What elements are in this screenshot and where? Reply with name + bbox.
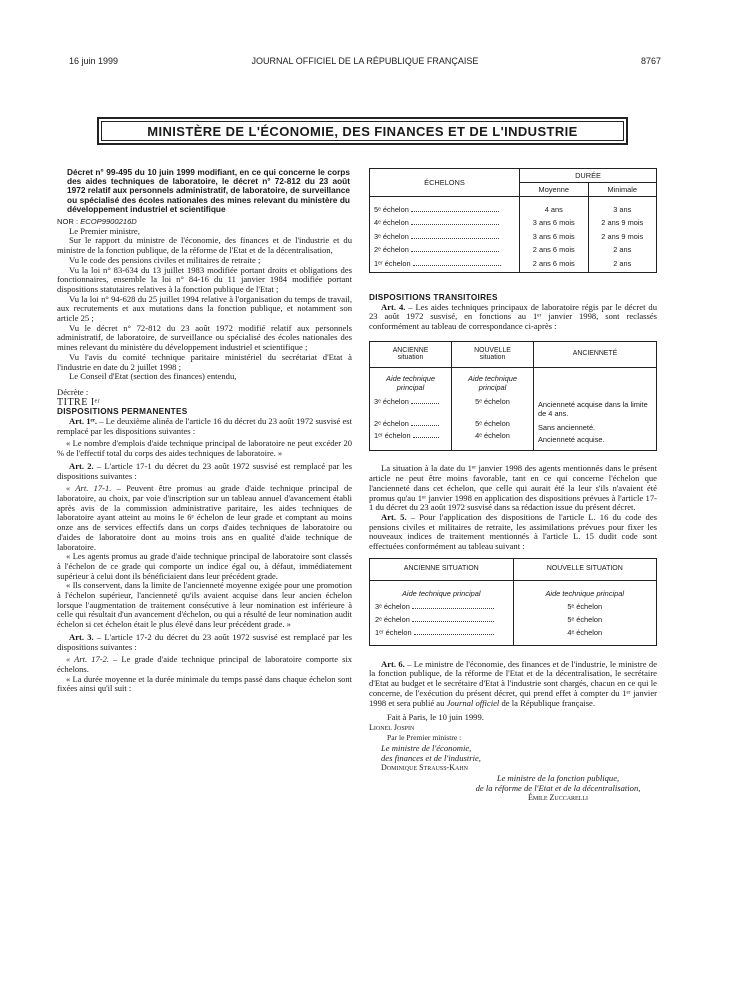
right-column bbox=[369, 168, 657, 803]
decret-title: Décret n° 99-495 du 10 juin 1999 modifiant, en ce qui concerne le corps des aides techniques de laboratoire, le décret n° 72-812 du 23 août 1972 relatif aux personnels administratif, de laboratoire, de surveillance ou spécialisé des écoles nationales des mines relevant du ministère du développement industriel et scientifique bbox=[67, 167, 350, 214]
article-6-text: – Le ministre de l'économie, des finances et de l'industrie, le ministre de la fonction publique, de la réforme de l'Etat et de la décentralisation, le secrétaire d'Etat au budget et le secrétaire d'Etat à l'industrie sont chargés, chacun en ce qui le concerne, de l'exécution du présent décret, qui prend effet à compter du 1ᵉʳ janvier 1998 et sera publié au bbox=[369, 658, 658, 708]
fait-a-paris: Fait à Paris, le 10 juin 1999. bbox=[387, 712, 484, 723]
article-6-label: Art. 6. bbox=[381, 658, 405, 669]
article-2-label: Art. 2. bbox=[69, 460, 94, 471]
article-1-text: – Le deuxième alinéa de l'article 16 du décret du 23 août 1972 susvisé est remplacé par les dispositions suivantes : bbox=[57, 416, 352, 436]
table-header-anciennete: ANCIENNETÉ bbox=[534, 341, 657, 367]
table-header-duree: DURÉE bbox=[520, 169, 657, 183]
section-dispositions-transitoires: DISPOSITIONS TRANSITOIRES bbox=[369, 293, 498, 303]
ministry-banner bbox=[97, 117, 628, 145]
echelon-item: 4ᵉ échelon bbox=[374, 216, 515, 229]
article-17-1-label: « Art. 17-1. bbox=[66, 483, 112, 494]
article-2-text: – L'article 17-1 du décret du 23 août 1972 susvisé est remplacé par les dispositions suivantes : bbox=[57, 460, 353, 481]
article-5-text: – Pour l'application des dispositions de l'article L. 16 du code des pensions civiles et militaires de retraite, les assimilations prévues pour fixer les nouveaux indices de traitement mentionnés à l'article L. 15 dudit code sont effectuées conformément au tableau suivant : bbox=[369, 511, 658, 552]
header-journal-title: JOURNAL OFFICIEL DE LA RÉPUBLIQUE FRANÇAISE bbox=[251, 56, 479, 66]
journal-officiel-ref: Journal officiel bbox=[446, 697, 500, 708]
moyenne-cell: 4 ans 3 ans 6 mois 3 ans 6 mois 2 ans 6 mois 2 ans 6 mois bbox=[520, 197, 589, 273]
table-header-moyenne: Moyenne bbox=[520, 183, 589, 197]
article-1 bbox=[57, 417, 352, 436]
table-header-minimale: Minimale bbox=[588, 183, 657, 197]
signer-economie: Dominique Strauss-Kahn bbox=[381, 762, 469, 772]
list-item: 1ᵉʳ échelon bbox=[374, 430, 447, 442]
article-17-1-text: – Peuvent être promus au grade d'aide technique principal de laboratoire, au choix, par voie d'inscription sur un tableau annuel d'avancement établi après avis de la commission administrative paritaire, les aides techniques de laboratoire ayant atteint au moins le 6ᵉ échelon de leur grade et comptant au moins onze ans de services effectifs dans un corps d'aides techniques de laboratoire ou d'aides de laboratoire dont au moins trois ans en qualité d'aide technique de laboratoire. bbox=[57, 483, 352, 552]
titre-heading: TITRE Iᵉʳ bbox=[57, 396, 101, 408]
list-item: 2ᵉ échelon bbox=[374, 418, 447, 430]
list-item: 3ᵉ échelon bbox=[375, 600, 508, 613]
preamble-vu-avis: Vu l'avis du comité technique paritaire ministériel du secrétariat d'Etat à l'industrie en date du 2 juillet 1998 ; bbox=[57, 351, 352, 372]
echelons-cell bbox=[370, 197, 520, 273]
header-page-number: 8767 bbox=[640, 56, 661, 66]
echelon-item: 2ᵉ échelon bbox=[374, 243, 515, 256]
anciennete-cell: Ancienneté acquise dans la limite de 4 ans. Sans ancienneté. Ancienneté acquise. bbox=[534, 367, 657, 451]
article-5-label: Art. 5. bbox=[381, 511, 407, 522]
table-header-echelons: ÉCHELONS bbox=[370, 169, 520, 197]
article-4-text: – Les aides techniques principaux de laboratoire régis par le décret du 23 août 1972 susvisé, en fonctions au 1ᵉʳ janvier 1998, sont reclassés conformément au tableau de correspondance ci-après : bbox=[369, 301, 657, 332]
minimale-cell: 3 ans 2 ans 9 mois 2 ans 9 mois 2 ans 2 ans bbox=[588, 197, 657, 273]
echelon-item: 5ᵉ échelon bbox=[374, 203, 515, 216]
table-durees-echelons bbox=[369, 168, 657, 273]
preamble-vu-loi-94: Vu la loi n° 94-628 du 25 juillet 1994 relative à l'organisation du temps de travail, aux recrutements et aux mutations dans la fonction publique, et notamment son article 25 ; bbox=[57, 293, 352, 324]
table-row bbox=[370, 580, 657, 645]
preamble-vu-loi-83: Vu la loi n° 83-634 du 13 juillet 1983 modifiée portant droits et obligations des fonctionnaires, ensemble la loi n° 84-16 du 11 janvier 1984 modifiée portant dispositions statutaires relatives à la fonction publique de l'Etat ; bbox=[57, 264, 352, 294]
table-assimilation bbox=[369, 558, 657, 646]
article-17-2-label: « Art. 17-2. bbox=[66, 654, 109, 665]
article-4-situation-para: La situation à la date du 1ᵉʳ janvier 1998 des agents mentionnés dans le présent article ne peut être moins favorable, tant en ce qui concerne l'échelon que l'ancienneté dans cet échelon, que celle qui aurait été la leur s'ils n'avaient été promus qu'au 1ᵉʳ janvier 1998 en application des dispositions prévues à l'article 17-1 du décret du 23 août 1972 susvisé dans sa rédaction issue du présent décret. bbox=[369, 463, 657, 513]
par-le-premier-ministre: Par le Premier ministre : bbox=[387, 732, 462, 742]
decrete-label: Décrète : bbox=[57, 386, 89, 397]
article-3-label: Art. 3. bbox=[69, 631, 94, 642]
nor-value: ECOP9900216D bbox=[80, 217, 137, 227]
article-2 bbox=[57, 462, 352, 481]
article-17-2-text: – Le grade d'aide technique principal de laboratoire comporte six échelons. bbox=[57, 654, 352, 674]
table-header-nouvelle: NOUVELLE situation bbox=[452, 341, 534, 367]
article-6 bbox=[369, 660, 657, 709]
section-dispositions-permanentes: DISPOSITIONS PERMANENTES bbox=[57, 407, 188, 417]
article-17-2-para-2: « La durée moyenne et la durée minimale du temps passé dans chaque échelon sont fixées ainsi qu'il suit : bbox=[57, 673, 352, 694]
new-situation-cell: Aide technique principal 5ᵉ échelon 5ᵉ échelon 4ᵉ échelon bbox=[452, 367, 534, 451]
article-17-1-para-2: « Les agents promus au grade d'aide technique principal de laboratoire sont classés à l'échelon de ce grade qui comporte un indice égal ou, à défaut, immédiatement supérieur à celui dont ils bénéficiaient dans leur précédent grade. bbox=[57, 551, 352, 581]
ministry-title: MINISTÈRE DE L'ÉCONOMIE, DES FINANCES ET DE L'INDUSTRIE bbox=[147, 123, 578, 139]
article-4 bbox=[369, 303, 657, 332]
article-17-1-para-3: « Ils conservent, dans la limite de l'ancienneté moyenne exigée pour une promotion à l'échelon supérieur, l'ancienneté qu'ils avaient acquise dans leur ancien échelon lorsque l'augmentation de traitement consécutive à leur nomination est inférieure à celle qui résultait d'un avancement d'échelon, ou qui a résulté de leur nomination audit échelon si cet échelon était le plus élevé dans leur précédent grade. » bbox=[57, 580, 352, 630]
table-header-ancienne: ANCIENNE situation bbox=[370, 341, 452, 367]
table-row bbox=[370, 197, 657, 273]
signer-premier-ministre: Lionel Jospin bbox=[369, 722, 415, 732]
preamble-premier-ministre: Le Premier ministre, bbox=[69, 225, 140, 236]
signer-fonction-publique: Émile Zuccarelli bbox=[527, 792, 589, 802]
list-item: 2ᵉ échelon bbox=[375, 613, 508, 626]
article-1-label: Art. 1ᵉʳ. bbox=[69, 416, 98, 427]
header-date: 16 juin 1999 bbox=[69, 56, 119, 66]
old-situation-cell: Aide technique principal 3ᵉ échelon 2ᵉ échelon 1ᵉʳ échelon bbox=[370, 580, 514, 645]
preamble-vu-decret-72: Vu le décret n° 72-812 du 23 août 1972 modifié relatif aux personnels administratif, de laboratoire, de surveillance ou spécialisé des écoles nationales des mines relevant du ministère du développement industriel et scientifique ; bbox=[57, 322, 352, 353]
echelon-item: 1ᵉʳ échelon bbox=[374, 257, 515, 270]
preamble-vu-code: Vu le code des pensions civiles et militaires de retraite ; bbox=[69, 254, 261, 265]
new-situation-cell: Aide technique principal 5ᵉ échelon 5ᵉ échelon 4ᵉ échelon bbox=[513, 580, 657, 645]
list-item: 1ᵉʳ échelon bbox=[375, 626, 508, 639]
countersign-fonction-publique: Le ministre de la fonction publique, de la réforme de l'Etat et de la décentralisation, Émile Zuccarelli bbox=[459, 773, 657, 803]
preamble-conseil-etat: Le Conseil d'Etat (section des finances) entendu, bbox=[69, 371, 237, 382]
table-header-ancienne-situation: ANCIENNE SITUATION bbox=[370, 558, 514, 580]
article-3 bbox=[57, 633, 352, 652]
article-1-quote: « Le nombre d'emplois d'aide technique principal de laboratoire ne peut excéder 20 % de l'effectif total du corps des aides techniques de laboratoire. » bbox=[57, 438, 352, 459]
article-4-label: Art. 4. bbox=[381, 301, 406, 312]
article-17-1-para-1 bbox=[57, 484, 352, 552]
nor-label: NOR : bbox=[57, 217, 81, 227]
countersign-economie: Par le Premier ministre : Le ministre de l'économie, des finances et de l'industrie, Dominique Strauss-Kahn bbox=[381, 733, 657, 773]
article-3-text: – L'article 17-2 du décret du 23 août 1972 susvisé est remplacé par les dispositions suivantes : bbox=[57, 631, 353, 652]
list-item: 3ᵉ échelon bbox=[374, 396, 447, 408]
table-row bbox=[370, 367, 657, 451]
echelon-item: 3ᵉ échelon bbox=[374, 230, 515, 243]
article-5 bbox=[369, 513, 657, 552]
table-header-nouvelle-situation: NOUVELLE SITUATION bbox=[513, 558, 657, 580]
page-header bbox=[69, 56, 661, 70]
article-17-2-para-1 bbox=[57, 655, 352, 674]
article-6-end: de la République française. bbox=[499, 697, 595, 708]
preamble-rapport: Sur le rapport du ministre de l'économie, des finances et de l'industrie et du ministre de la fonction publique, de la réforme de l'Etat et de la décentralisation, bbox=[57, 235, 352, 256]
table-correspondance bbox=[369, 341, 657, 452]
old-situation-cell: Aide technique principal 3ᵉ échelon 2ᵉ échelon 1ᵉʳ échelon bbox=[370, 367, 452, 451]
left-column bbox=[57, 168, 352, 694]
